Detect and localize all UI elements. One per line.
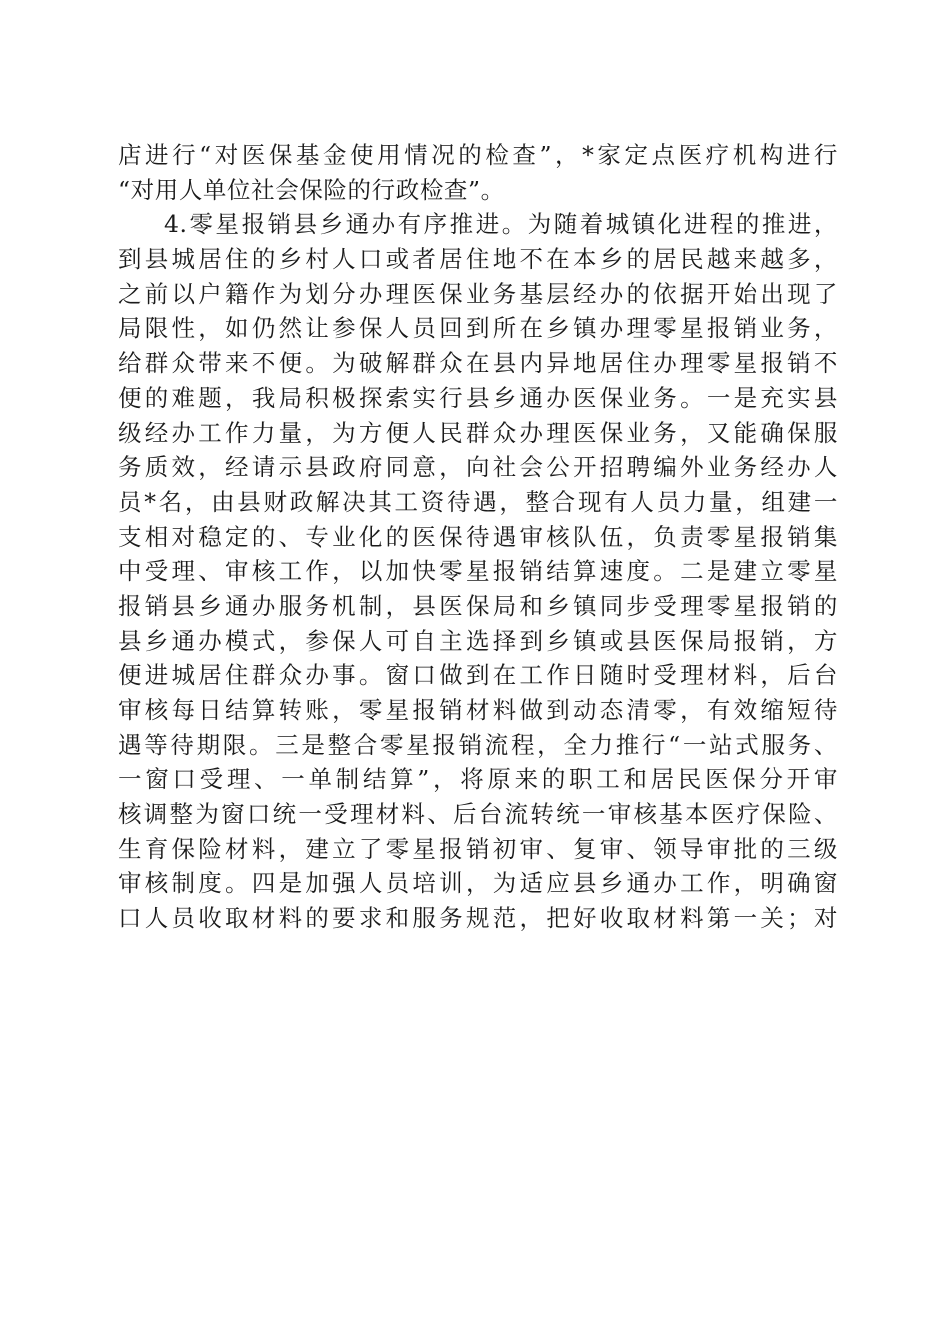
text-line: 一窗口受理、一单制结算”，将原来的职工和居民医保分开审	[118, 765, 838, 794]
text-line: 审核每日结算转账，零星报销材料做到动态清零，有效缩短待	[118, 696, 838, 724]
text-line: 报销县乡通办服务机制，县医保局和乡镇同步受理零星报销的	[118, 591, 838, 620]
body-text	[118, 138, 838, 936]
text-line: 员*名，由县财政解决其工资待遇，整合现有人员力量，组建一	[118, 487, 838, 516]
text-line: “对用人单位社会保险的行政检查”。	[118, 175, 505, 204]
text-line: 便进城居住群众办事。窗口做到在工作日随时受理材料，后台	[118, 661, 838, 690]
text-line: 之前以户籍作为划分办理医保业务基层经办的依据开始出现了	[118, 279, 838, 308]
text-line: 遇等待期限。三是整合零星报销流程，全力推行“一站式服务、	[118, 730, 838, 759]
text-line: 店进行“对医保基金使用情况的检查”，*家定点医疗机构进行	[118, 141, 838, 169]
text-line: 级经办工作力量，为方便人民群众办理医保业务，又能确保服	[118, 418, 838, 447]
text-line: 支相对稳定的、专业化的医保待遇审核队伍，负责零星报销集	[118, 522, 838, 551]
text-line: 到县城居住的乡村人口或者居住地不在本乡的居民越来越多，	[118, 245, 838, 274]
text-line: 便的难题，我局积极探索实行县乡通办医保业务。一是充实县	[118, 383, 838, 412]
text-line: 口人员收取材料的要求和服务规范，把好收取材料第一关；对	[118, 904, 838, 933]
text-line: 给群众带来不便。为破解群众在县内异地居住办理零星报销不	[118, 349, 838, 378]
text-line: 生育保险材料，建立了零星报销初审、复审、领导审批的三级	[118, 834, 838, 863]
paragraph-start-line: 4.零星报销县乡通办有序推进。为随着城镇化进程的推进，	[164, 210, 838, 239]
text-line: 务质效，经请示县政府同意，向社会公开招聘编外业务经办人	[118, 453, 838, 482]
text-line: 核调整为窗口统一受理材料、后台流转统一审核基本医疗保险、	[118, 800, 838, 829]
text-line: 审核制度。四是加强人员培训，为适应县乡通办工作，明确窗	[118, 869, 838, 898]
text-line: 局限性，如仍然让参保人员回到所在乡镇办理零星报销业务，	[118, 314, 838, 343]
text-line: 县乡通办模式，参保人可自主选择到乡镇或县医保局报销，方	[118, 626, 838, 655]
text-line: 中受理、审核工作，以加快零星报销结算速度。二是建立零星	[118, 557, 838, 586]
